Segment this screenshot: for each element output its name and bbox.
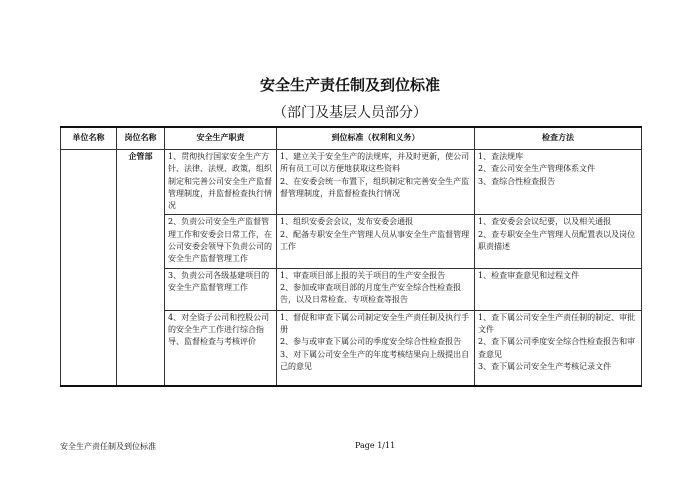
duty-cell: 2、负责公司安全生产监督管理工作和安委会日常工作，在公司安委会领导下负责公司的安全生产监督管理工作 [165, 215, 277, 268]
header-unit-name: 单位名称 [61, 127, 117, 150]
duty-cell: 3、负责公司各级基建项目的安全生产监督管理工作 [165, 268, 277, 310]
check-cell [475, 215, 642, 268]
check-item: 2、查下属公司季度安全综合性检查报告和审查意见 [478, 337, 636, 359]
post-name-cell: 企管部 [117, 150, 165, 387]
check-item: 1、查下属公司安全生产责任制的制定、审批文件 [478, 312, 636, 334]
check-item: 1、检查审查意见和过程文件 [478, 270, 580, 280]
duty-cell: 1、贯彻执行国家安全生产方针、法律、法规、政策，组织制定和完善公司安全生产监督管理制度，并监督检查执行情况 [165, 150, 277, 215]
check-item: 1、查安委会会议纪要，以及相关通报 [478, 217, 612, 227]
header-post-name: 岗位名称 [117, 127, 165, 150]
standard-cell [277, 268, 475, 310]
header-safety-duty: 安全生产职责 [165, 127, 277, 150]
check-cell [475, 268, 642, 310]
standard-item: 2、参加或审查项目部的月度生产安全综合性检查报告，以及日常检查、专项检查等报告 [280, 282, 462, 305]
footer-page-number: Page 1/11 [355, 441, 396, 450]
header-check-method: 检查方法 [475, 127, 642, 150]
check-cell [475, 310, 642, 386]
standard-cell [277, 150, 475, 215]
footer-document-name: 安全生产责任制及到位标准 [60, 442, 156, 451]
duty-cell: 4、对全资子公司和控股公司的安全生产工作进行综合指导、监督检查与考核评价 [165, 310, 277, 386]
document-subtitle: （部门及基层人员部分） [273, 105, 427, 121]
header-standard: 到位标准（权利和义务） [277, 127, 475, 150]
standard-item: 1、审查项目部上报的关于项目的生产安全报告 [280, 270, 446, 280]
standard-item: 2、在安委会统一布置下，组织制定和完善安全生产监督管理制度，并监督检查执行情况 [280, 176, 470, 198]
responsibility-table [60, 126, 642, 387]
standard-item: 3、对下属公司安全生产的年度考核结果向上级提出自己的意见 [280, 349, 470, 371]
check-item: 3、查综合性检查报告 [478, 176, 556, 186]
check-item: 1、查法规库 [478, 152, 524, 161]
standard-cell [277, 310, 475, 386]
standard-item: 1、组织安委会会议，发布安委会通报 [280, 217, 414, 227]
check-item: 2、查专职安全生产管理人员配置表以及岗位职责描述 [478, 229, 636, 252]
document-title: 安全生产责任制及到位标准 [259, 76, 440, 94]
table-row [61, 150, 642, 215]
standard-item: 2、配备专职安全生产管理人员从事安全生产监督管理工作 [280, 229, 470, 252]
standard-item: 1、督促和审查下属公司制定安全生产责任制及执行手册 [280, 312, 470, 334]
standard-cell [277, 215, 475, 268]
check-item: 2、查公司安全生产管理体系文件 [478, 164, 596, 174]
standard-item: 2、参与或审查下属公司的季度安全综合性检查报告 [280, 337, 462, 347]
check-cell [475, 150, 642, 215]
table-header-row [61, 127, 642, 150]
unit-name-cell [61, 150, 117, 387]
standard-item: 1、建立关于安全生产的法规库，并及时更新，使公司所有员工可以方便地获取这些资料 [280, 152, 470, 174]
check-item: 3、查下属公司安全生产考核记录文件 [478, 361, 612, 371]
